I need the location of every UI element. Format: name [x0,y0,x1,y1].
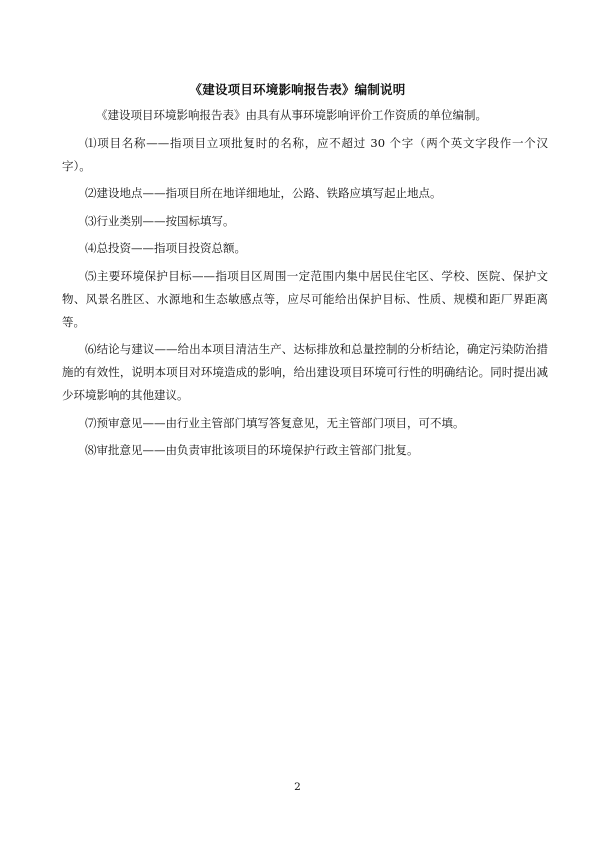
item-conclusions: ⑹结论与建议——给出本项目清洁生产、达标排放和总量控制的分析结论，确定污染防治措施的有效性，说明本项目对环境造成的影响，给出建设项目环境可行性的明确结论。同时提出减少环境影响的其他建议。 [62,342,548,402]
item-industry-category: ⑶行业类别——按国标填写。 [85,213,235,228]
intro-paragraph: 《建设项目环境影响报告表》由具有从事环境影响评价工作资质的单位编制。 [96,108,487,122]
item-project-name: ⑴项目名称——指项目立项批复时的名称，应不超过 30 个字（两个英文字段作一个汉字）。 [62,135,548,173]
item-total-investment: ⑷总投资——指项目投资总额。 [85,241,246,255]
item-preliminary-review: ⑺预审意见——由行业主管部门填写答复意见，无主管部门项目，可不填。 [85,415,465,430]
item-protection-targets: ⑸主要环境保护目标——指项目区周围一定范围内集中居民住宅区、学校、医院、保护文物、风景名胜区、水源地和生态敏感点等，应尽可能给出保护目标、性质、规模和距厂界距离等。 [62,268,548,329]
page-number: 2 [294,781,301,793]
document-body [62,104,548,467]
item-construction-site: ⑵建设地点——指项目所在地详细地址，公路、铁路应填写起止地点。 [85,186,442,200]
document-title: 《建设项目环境影响报告表》编制说明 [189,82,406,97]
item-approval-opinion: ⑻审批意见——由负责审批该项目的环境保护行政主管部门批复。 [85,443,419,457]
